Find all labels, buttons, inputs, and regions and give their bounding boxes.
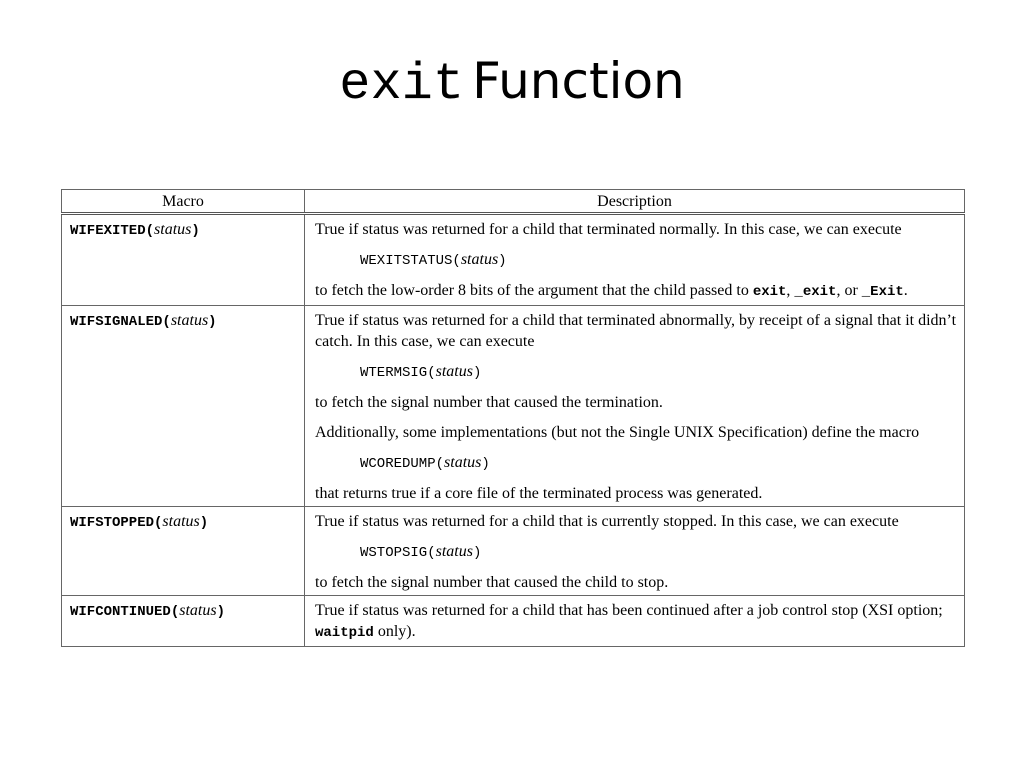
macro-arg: status bbox=[154, 221, 192, 238]
description-paragraph: to fetch the signal number that caused the child to stop. bbox=[315, 574, 669, 591]
macro-close: ) bbox=[208, 314, 217, 330]
description-cell bbox=[305, 507, 965, 596]
macro-name: WIFEXITED( bbox=[70, 223, 155, 239]
paragraph-text: , or bbox=[836, 282, 862, 299]
macro-name: WIFSTOPPED( bbox=[70, 515, 163, 531]
macro-table bbox=[61, 189, 965, 647]
title-text-word: Function bbox=[472, 52, 685, 110]
description-paragraph bbox=[315, 280, 956, 303]
code-close: ) bbox=[498, 253, 507, 269]
code-close: ) bbox=[472, 545, 482, 561]
macro-name: WIFSIGNALED( bbox=[70, 314, 171, 330]
title-code-word: exit bbox=[339, 55, 465, 114]
code-arg: status bbox=[435, 363, 473, 380]
table-header-row bbox=[62, 190, 965, 214]
code-example bbox=[315, 249, 956, 272]
code-arg: status bbox=[435, 543, 473, 560]
header-macro: Macro bbox=[62, 190, 305, 214]
paragraph-text: . bbox=[903, 282, 908, 299]
header-description: Description bbox=[305, 190, 965, 214]
paragraph-text: only). bbox=[373, 623, 416, 640]
code-name: WEXITSTATUS( bbox=[360, 253, 461, 269]
macro-close: ) bbox=[191, 223, 200, 239]
macro-close: ) bbox=[216, 604, 225, 620]
macro-close: ) bbox=[199, 515, 209, 531]
description-paragraph: Additionally, some implementations (but not the Single UNIX Specification) define the macro bbox=[315, 424, 920, 441]
description-paragraph: that returns true if a core file of the terminated process was generated. bbox=[315, 485, 763, 502]
code-arg: status bbox=[460, 251, 499, 268]
macro-arg: status bbox=[162, 513, 200, 530]
code-name: WTERMSIG( bbox=[360, 365, 436, 381]
code-close: ) bbox=[472, 365, 482, 381]
paragraph-text: to fetch the low-order 8 bits of the argument that the child passed to bbox=[315, 282, 749, 299]
inline-code: _exit bbox=[794, 284, 837, 300]
code-example bbox=[315, 452, 956, 475]
code-arg: status bbox=[444, 454, 482, 471]
paragraph-text: , bbox=[786, 282, 795, 299]
macro-arg: status bbox=[170, 312, 209, 329]
description-paragraph: True if status was returned for a child that is currently stopped. In this case, we can execute bbox=[315, 513, 899, 530]
description-cell bbox=[305, 214, 965, 306]
description-paragraph: True if status was returned for a child that terminated normally. In this case, we can execute bbox=[315, 221, 902, 238]
table-row bbox=[62, 507, 965, 596]
code-name: WSTOPSIG( bbox=[360, 545, 436, 561]
code-example bbox=[315, 541, 956, 564]
inline-code: exit bbox=[752, 284, 787, 300]
code-close: ) bbox=[481, 456, 490, 472]
macro-cell bbox=[62, 507, 305, 596]
code-example bbox=[315, 361, 956, 384]
macro-cell bbox=[62, 214, 305, 306]
macro-name: WIFCONTINUED( bbox=[70, 604, 180, 620]
macro-cell bbox=[62, 306, 305, 507]
description-paragraph: True if status was returned for a child that terminated abnormally, by receipt of a signal that it didn’t catch. In this case, we can execute bbox=[315, 312, 957, 350]
code-name: WCOREDUMP( bbox=[360, 456, 445, 472]
table-row bbox=[62, 214, 965, 306]
macro-cell bbox=[62, 596, 305, 647]
description-paragraph bbox=[315, 600, 956, 644]
slide-title bbox=[0, 52, 1024, 114]
paragraph-text: True if status was returned for a child that has been continued after a job control stop (XSI option; bbox=[315, 602, 943, 619]
macro-arg: status bbox=[179, 602, 217, 619]
description-paragraph: to fetch the signal number that caused the termination. bbox=[315, 394, 663, 411]
description-cell bbox=[305, 596, 965, 647]
description-cell bbox=[305, 306, 965, 507]
inline-code: _Exit bbox=[861, 284, 904, 300]
inline-code: waitpid bbox=[315, 625, 374, 641]
table-row bbox=[62, 596, 965, 647]
table-row bbox=[62, 306, 965, 507]
